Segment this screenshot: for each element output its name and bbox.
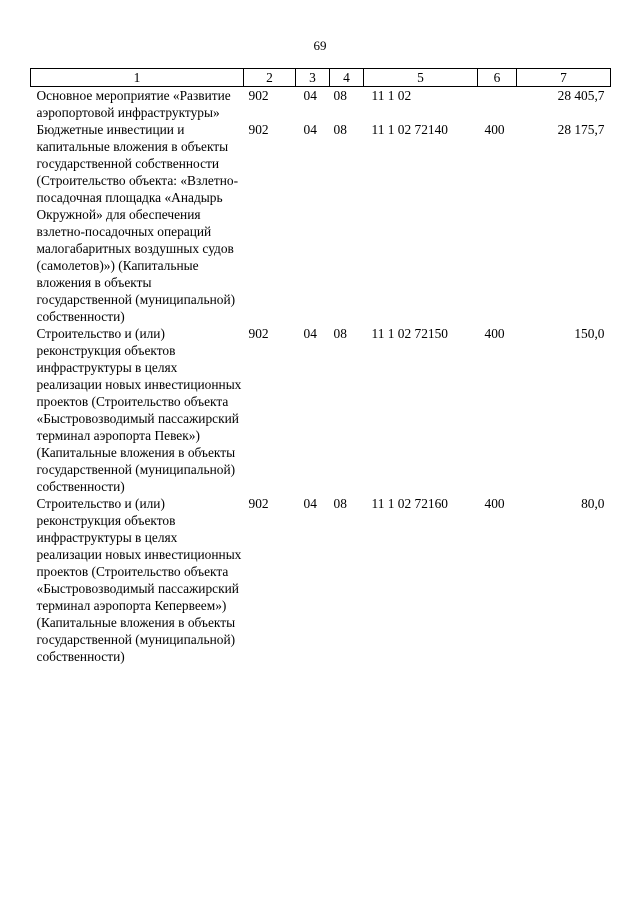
row-section: 04 bbox=[303, 122, 317, 137]
column-header-3: 3 bbox=[296, 69, 330, 87]
row-amount: 28 405,7 bbox=[557, 88, 605, 103]
table-row bbox=[31, 121, 611, 325]
row-expense-type: 400 bbox=[484, 122, 505, 137]
row-amount: 28 175,7 bbox=[557, 122, 605, 137]
row-ga-code: 902 bbox=[248, 496, 269, 511]
row-amount: 80,0 bbox=[581, 496, 605, 511]
row-target-article: 11 1 02 72140 bbox=[371, 122, 448, 137]
row-subsection: 08 bbox=[333, 122, 347, 137]
row-target-article: 11 1 02 72150 bbox=[371, 326, 448, 341]
column-header-4: 4 bbox=[330, 69, 364, 87]
row-expense-type bbox=[478, 87, 517, 122]
row-name: Бюджетные инвестиции и капитальные вложения в объекты государственной собственности (Строительство объекта: «Взлетно-посадочная площадка «Анадырь Окружной» для обеспечения взлетно-посадочных операций малогабаритных воздушных судов (самолетов)») (Капитальные вложения в объекты государственной (муниципальной) собственности) bbox=[36, 122, 239, 324]
row-section: 04 bbox=[303, 496, 317, 511]
row-ga-code: 902 bbox=[248, 88, 269, 103]
row-section: 04 bbox=[303, 326, 317, 341]
row-ga-code: 902 bbox=[248, 122, 269, 137]
row-name: Строительство и (или) реконструкция объектов инфраструктуры в целях реализации новых инвестиционных проектов (Строительство объекта «Быстровозводимый пассажирский терминал аэропорта Певек») (Капитальные вложения в объекты государственной (муниципальной) собственности) bbox=[36, 326, 242, 494]
row-subsection: 08 bbox=[333, 496, 347, 511]
table-row bbox=[31, 495, 611, 665]
row-target-article: 11 1 02 72160 bbox=[371, 496, 448, 511]
row-subsection: 08 bbox=[333, 326, 347, 341]
column-header-2: 2 bbox=[244, 69, 296, 87]
row-section: 04 bbox=[303, 88, 317, 103]
page-number: 69 bbox=[313, 38, 327, 53]
column-header-6: 6 bbox=[478, 69, 517, 87]
row-expense-type: 400 bbox=[484, 326, 505, 341]
row-ga-code: 902 bbox=[248, 326, 269, 341]
row-subsection: 08 bbox=[333, 88, 347, 103]
row-name: Строительство и (или) реконструкция объектов инфраструктуры в целях реализации новых инвестиционных проектов (Строительство объекта «Быстровозводимый пассажирский терминал аэропорта Кепервеем») (Капитальные вложения в объекты государственной (муниципальной) собственности) bbox=[36, 496, 242, 664]
row-expense-type: 400 bbox=[484, 496, 505, 511]
row-name: Основное мероприятие «Развитие аэропортовой инфраструктуры» bbox=[36, 88, 231, 120]
row-target-article: 11 1 02 bbox=[371, 88, 412, 103]
column-header-5: 5 bbox=[364, 69, 478, 87]
table-row bbox=[31, 325, 611, 495]
column-header-7: 7 bbox=[517, 69, 611, 87]
row-amount: 150,0 bbox=[574, 326, 605, 341]
budget-table bbox=[30, 68, 611, 665]
table-row bbox=[31, 87, 611, 122]
column-header-1: 1 bbox=[31, 69, 244, 87]
table-header-row bbox=[31, 69, 611, 87]
